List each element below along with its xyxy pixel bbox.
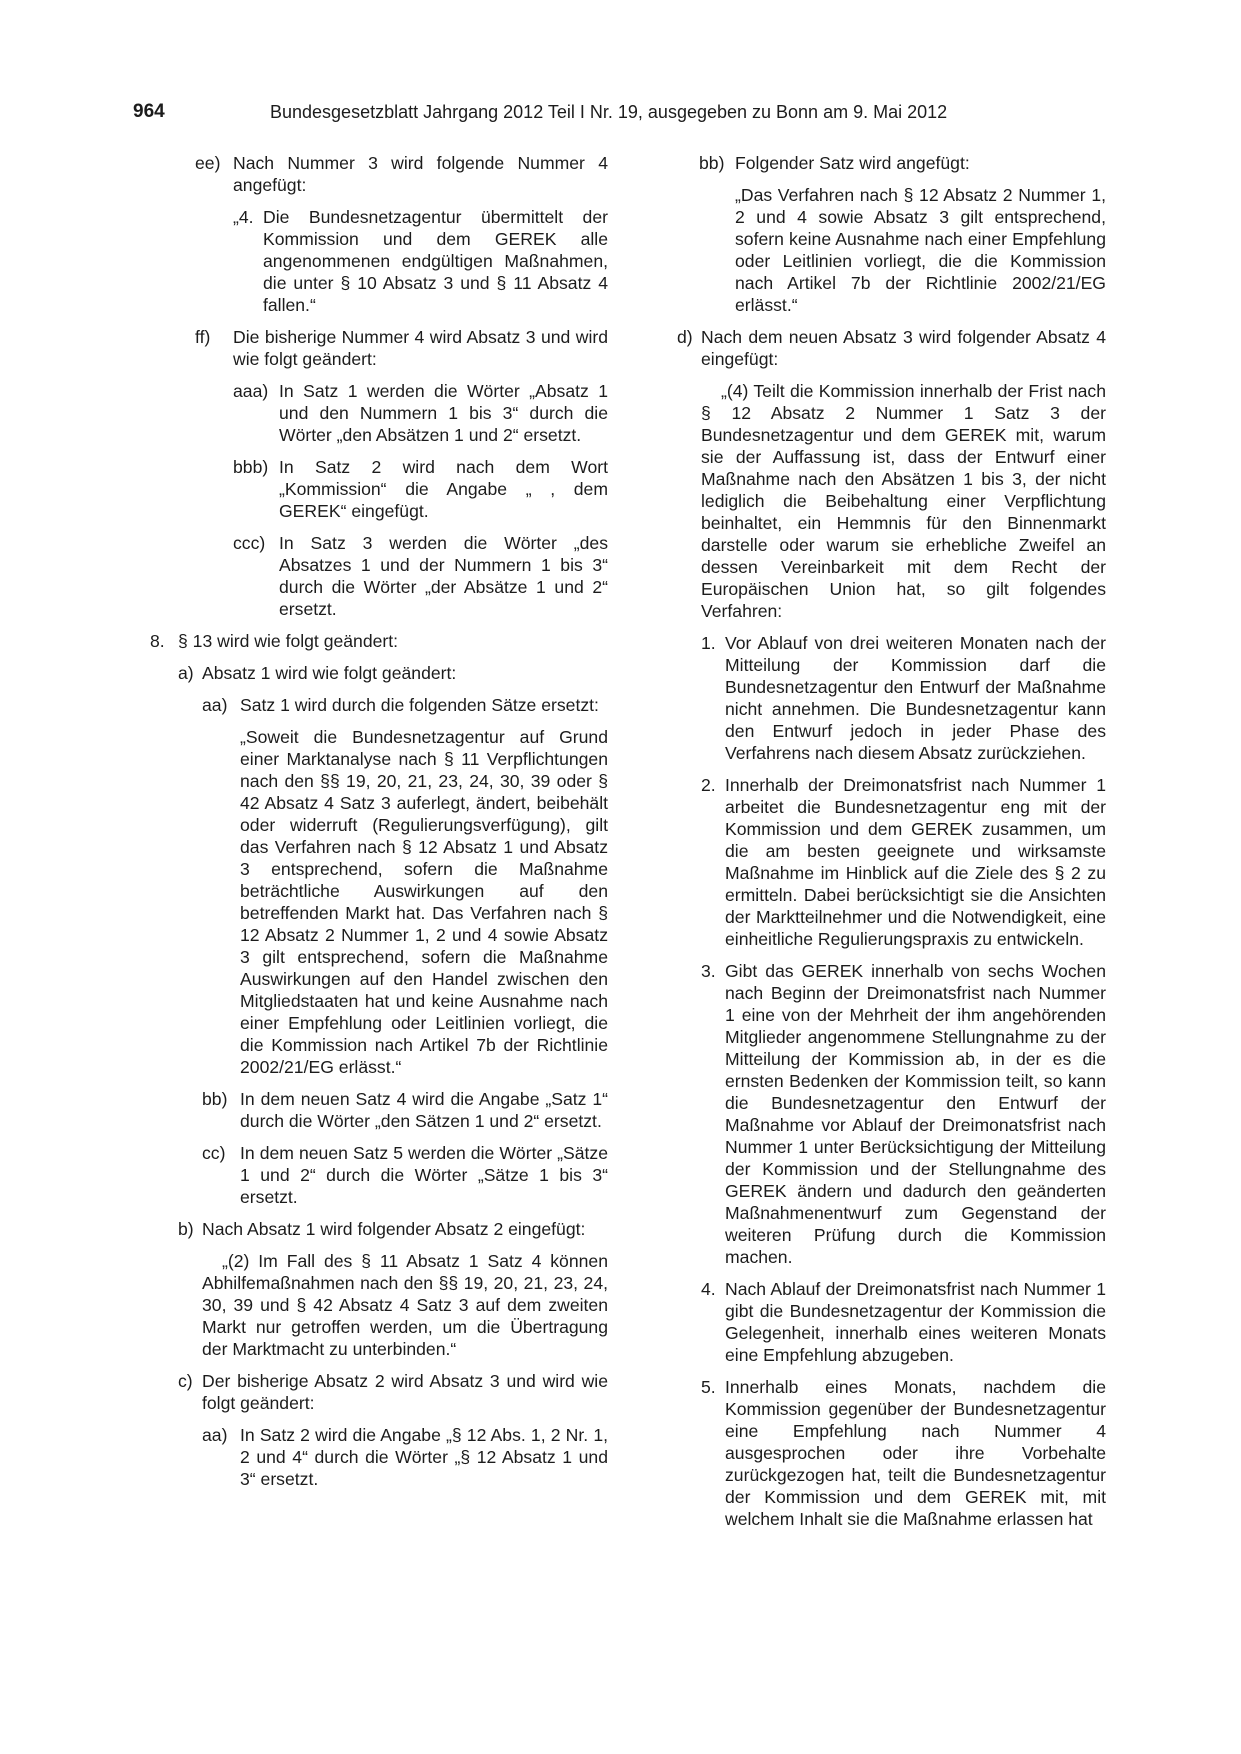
item-label: ccc) bbox=[233, 533, 266, 553]
item-label: b) bbox=[178, 1219, 194, 1239]
item-label: 1. bbox=[701, 633, 716, 653]
list-item-ccc bbox=[233, 532, 608, 620]
item-label: bb) bbox=[202, 1089, 228, 1109]
item-text: Satz 1 wird durch die folgenden Sätze ersetzt: bbox=[240, 695, 599, 715]
list-item-a bbox=[178, 662, 608, 684]
item-label: 3. bbox=[701, 961, 716, 981]
right-column bbox=[677, 152, 1106, 1530]
list-item-ee bbox=[195, 152, 608, 196]
item-label: „4. bbox=[233, 207, 254, 227]
item-text: Innerhalb eines Monats, nachdem die Kommission gegenüber der Bundesnetzagentur eine Empfehlung nach Nummer 4 ausgesprochen oder ihre Vorbehalte zurückgezogen hat, teilt die Bundesnetzagentur der Kommission und dem GEREK mit, mit welchem Inhalt sie die Maßnahme erlassen hat bbox=[725, 1377, 1106, 1529]
item-label: bbb) bbox=[233, 457, 269, 477]
item-label: bb) bbox=[699, 153, 725, 173]
list-item-4 bbox=[701, 1278, 1106, 1366]
list-item-b bbox=[178, 1218, 608, 1240]
item-text: Innerhalb der Dreimonatsfrist nach Nummer 1 arbeitet die Bundesnetzagentur eng mit der Kommission und dem GEREK zusammen, um die am besten geeignete und wirksamste Maßnahme im Hinblick auf die Ziele des § 2 zu ermitteln. Dabei berücksichtigt sie die Ansichten der Marktteilnehmer und die Notwendigkeit, eine einheitliche Regulierungspraxis zu entwickeln. bbox=[725, 775, 1106, 949]
item-text: Absatz 1 wird wie folgt geändert: bbox=[202, 663, 457, 683]
item-text: Vor Ablauf von drei weiteren Monaten nach der Mitteilung der Kommission darf die Bundesnetzagentur den Entwurf der Maßnahme nicht annehmen. Die Bundesnetzagentur kann den Entwurf jedoch in jeder Phase des Verfahrens nach diesem Absatz zurückziehen. bbox=[725, 633, 1106, 763]
item-label: aa) bbox=[202, 695, 228, 715]
quoted-sentences: „Soweit die Bundesnetzagentur auf Grund einer Marktanalyse nach § 11 Verpflichtungen nach den §§ 19, 20, 21, 23, 24, 30, 39 oder § 42 Absatz 4 Satz 3 auferlegt, ändert, beibehält oder widerruft (Regulierungsverfügung), gilt das Verfahren nach § 12 Absatz 1 und Absatz 3 entsprechend, sofern die Maßnahme beträchtliche Auswirkungen auf den betreffenden Markt hat. Das Verfahren nach § 12 Absatz 2 Nummer 1, 2 und 4 sowie Absatz 3 gilt entsprechend, sofern die Maßnahme Auswirkungen auf den Handel zwischen den Mitgliedstaaten hat und keine Ausnahme nach einer Empfehlung oder Leitlinien vorliegt, die die Kommission nach Artikel 7b der Richtlinie 2002/21/EG erlässt.“ bbox=[240, 727, 608, 1077]
list-item-bb bbox=[699, 152, 1106, 174]
item-text: Die bisherige Nummer 4 wird Absatz 3 und wird wie folgt geändert: bbox=[233, 327, 608, 369]
item-text: § 13 wird wie folgt geändert: bbox=[178, 631, 399, 651]
item-label: aaa) bbox=[233, 381, 269, 401]
item-label: ff) bbox=[195, 327, 211, 347]
item-text: Der bisherige Absatz 2 wird Absatz 3 und wird wie folgt geändert: bbox=[202, 1371, 608, 1413]
item-text: In Satz 2 wird die Angabe „§ 12 Abs. 1, 2 Nr. 1, 2 und 4“ durch die Wörter „§ 12 Absatz 1 und 3“ ersetzt. bbox=[240, 1425, 608, 1489]
list-item-3 bbox=[701, 960, 1106, 1268]
list-item-bb bbox=[202, 1088, 608, 1132]
quoted-paragraph-2: „(2) Im Fall des § 11 Absatz 1 Satz 4 können Abhilfemaßnahmen nach den §§ 19, 20, 21, 23, 24, 30, 39 und § 42 Absatz 4 Satz 3 auf dem zweiten Markt nur getroffen werden, um die Übertragung der Marktmacht zu unterbinden.“ bbox=[202, 1251, 608, 1359]
list-item-c bbox=[178, 1370, 608, 1414]
item-label: cc) bbox=[202, 1143, 226, 1163]
item-label: d) bbox=[677, 327, 693, 347]
item-text: In Satz 1 werden die Wörter „Absatz 1 und den Nummern 1 bis 3“ durch die Wörter „den Absätzen 1 und 2“ ersetzt. bbox=[279, 381, 608, 445]
page-header-title: Bundesgesetzblatt Jahrgang 2012 Teil I Nr. 19, ausgegeben zu Bonn am 9. Mai 2012 bbox=[270, 102, 948, 122]
list-item-bbb bbox=[233, 456, 608, 522]
item-label: 4. bbox=[701, 1279, 716, 1299]
item-label: 8. bbox=[150, 631, 165, 651]
item-text: In Satz 3 werden die Wörter „des Absatzes 1 und der Nummern 1 bis 3“ durch die Wörter „der Absätze 1 und 2“ ersetzt. bbox=[279, 533, 608, 619]
item-text: Die Bundesnetzagentur übermittelt der Kommission und dem GEREK alle angenommenen endgültigen Maßnahmen, die unter § 10 Absatz 3 und § 11 Absatz 4 fallen.“ bbox=[263, 207, 608, 315]
item-text: Nach Ablauf der Dreimonatsfrist nach Nummer 1 gibt die Bundesnetzagentur der Kommission die Gelegenheit, innerhalb eines weiteren Monats eine Empfehlung abzugeben. bbox=[725, 1279, 1106, 1365]
item-label: a) bbox=[178, 663, 194, 683]
list-item-aaa bbox=[233, 380, 608, 446]
item-label: 2. bbox=[701, 775, 716, 795]
item-label: 5. bbox=[701, 1377, 716, 1397]
item-text: Gibt das GEREK innerhalb von sechs Wochen nach Beginn der Dreimonatsfrist nach Nummer 1 eine von der Mehrheit der ihm angehörenden Mitglieder angenommene Stellungnahme zu der Mitteilung der Kommission ab, in der es die ernsten Bedenken der Kommission teilt, so kann die Bundesnetzagentur den Entwurf der Maßnahme vor Ablauf der Dreimonatsfrist nach Nummer 1 unter Berücksichtigung der Mitteilung der Kommission und der Stellungnahme des GEREK ändern und dadurch den geänderten Maßnahmenentwurf zum Gegenstand der weiteren Prüfung durch die Kommission machen. bbox=[725, 961, 1106, 1267]
list-item-8 bbox=[150, 630, 608, 652]
page-number: 964 bbox=[133, 101, 165, 122]
quoted-sentence: „Das Verfahren nach § 12 Absatz 2 Nummer 1, 2 und 4 sowie Absatz 3 gilt entsprechend, sofern keine Ausnahme nach einer Empfehlung oder Leitlinien vorliegt, die die Kommission nach Artikel 7b der Richtlinie 2002/21/EG erlässt.“ bbox=[735, 185, 1106, 315]
item-label: aa) bbox=[202, 1425, 228, 1445]
item-text: In dem neuen Satz 5 werden die Wörter „Sätze 1 und 2“ durch die Wörter „Sätze 1 bis 3“ ersetzt. bbox=[240, 1143, 608, 1207]
item-text: Folgender Satz wird angefügt: bbox=[735, 153, 970, 173]
list-item-5 bbox=[701, 1376, 1106, 1530]
quoted-paragraph-4: „(4) Teilt die Kommission innerhalb der Frist nach § 12 Absatz 2 Nummer 1 Satz 3 der Bundesnetzagentur und dem GEREK mit, warum sie der Auffassung ist, dass der Entwurf einer Maßnahme nach den Absätzen 1 bis 3, der nicht lediglich die Beibehaltung einer Verpflichtung beinhaltet, ein Hemmnis für den Binnenmarkt darstelle oder warum sie erhebliche Zweifel an dessen Vereinbarkeit mit dem Recht der Europäischen Union hat, so gilt folgendes Verfahren: bbox=[701, 381, 1106, 621]
item-label: ee) bbox=[195, 153, 221, 173]
item-text: In dem neuen Satz 4 wird die Angabe „Satz 1“ durch die Wörter „den Sätzen 1 und 2“ ersetzt. bbox=[240, 1089, 608, 1131]
quoted-item-4 bbox=[233, 206, 608, 316]
list-item-2 bbox=[701, 774, 1106, 950]
list-item-ff bbox=[195, 326, 608, 370]
list-item-d bbox=[677, 326, 1106, 370]
item-text: Nach Nummer 3 wird folgende Nummer 4 angefügt: bbox=[233, 153, 608, 195]
left-column bbox=[150, 152, 608, 1490]
list-item-c-aa bbox=[202, 1424, 608, 1490]
item-text: In Satz 2 wird nach dem Wort „Kommission“ die Angabe „ , dem GEREK“ eingefügt. bbox=[279, 457, 608, 521]
list-item-aa bbox=[202, 694, 608, 716]
item-text: Nach Absatz 1 wird folgender Absatz 2 eingefügt: bbox=[202, 1219, 586, 1239]
list-item-1 bbox=[701, 632, 1106, 764]
list-item-cc bbox=[202, 1142, 608, 1208]
item-text: Nach dem neuen Absatz 3 wird folgender Absatz 4 eingefügt: bbox=[701, 327, 1106, 369]
item-label: c) bbox=[178, 1371, 193, 1391]
